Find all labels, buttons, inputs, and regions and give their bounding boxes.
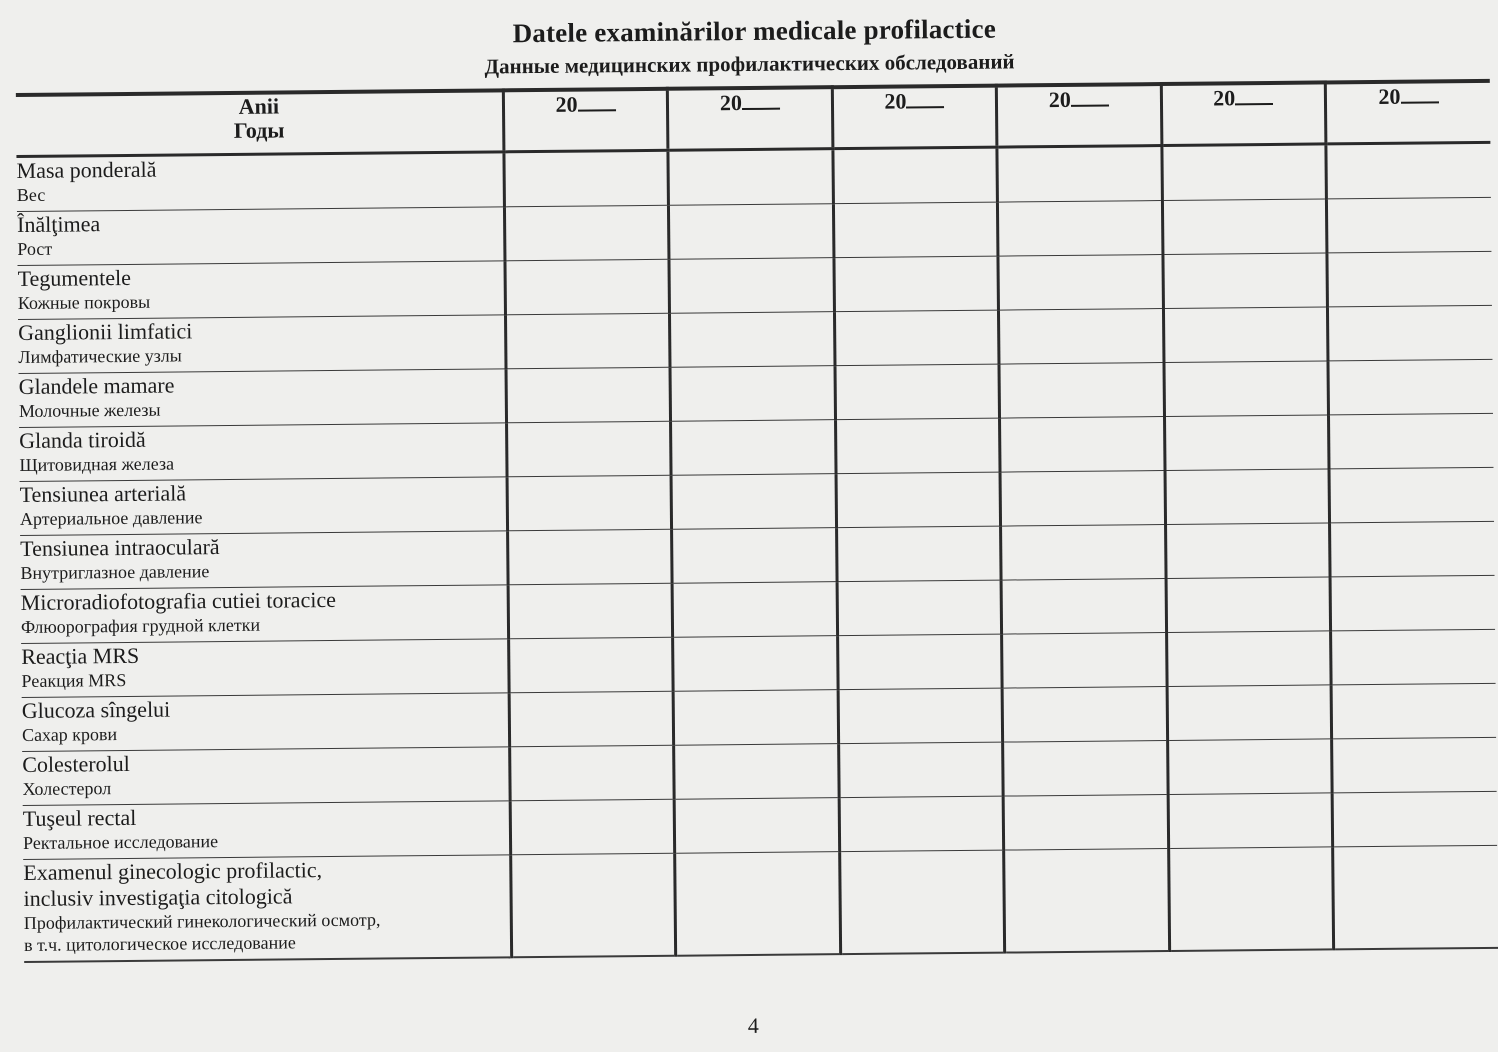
row-label: [21, 639, 509, 698]
row-label-ru: Реакция MRS: [21, 669, 127, 691]
row-label-ro: Masa ponderală: [16, 156, 157, 184]
entry-cell[interactable]: [1161, 144, 1326, 201]
row-label: [22, 747, 510, 806]
entry-cell[interactable]: [998, 201, 1163, 257]
years-label-ru: Годы: [233, 117, 285, 143]
entry-cell[interactable]: [1168, 793, 1333, 849]
row-label: [22, 693, 510, 752]
entry-cell[interactable]: [836, 472, 1001, 528]
entry-cell[interactable]: [835, 364, 1000, 420]
row-label-ru: Ректальное исследование: [22, 831, 219, 853]
entry-cell[interactable]: [510, 799, 675, 855]
entry-cell[interactable]: [506, 367, 671, 423]
entry-cell[interactable]: [509, 745, 674, 801]
year-blank[interactable]: [742, 90, 780, 110]
entry-cell[interactable]: [833, 202, 998, 258]
entry-cell[interactable]: [1002, 633, 1167, 689]
row-label-ru: Молочные железы: [18, 399, 161, 422]
row-label: [17, 207, 505, 266]
year-column-1: [503, 89, 668, 152]
row-label: [23, 855, 511, 962]
entry-cell[interactable]: [673, 636, 838, 692]
row-label-ru: Внутриглазное давление: [20, 561, 210, 583]
year-blank[interactable]: [1071, 87, 1109, 107]
year-label: 20: [1378, 83, 1401, 109]
entry-cell[interactable]: [1330, 521, 1495, 577]
entry-cell[interactable]: [670, 312, 835, 368]
table-row-gynecological-exam: [23, 845, 1498, 962]
row-label: [21, 585, 509, 644]
year-column-5: [1161, 82, 1326, 145]
entry-cell[interactable]: [839, 796, 1004, 852]
years-header-label: [16, 90, 504, 156]
exam-table: [16, 79, 1498, 963]
entry-cell[interactable]: [835, 418, 1000, 474]
year-label: 20: [1048, 86, 1071, 113]
row-label-ro: Colesterolul: [22, 750, 130, 777]
page-title-ru: Данные медицинских профилактических обследований: [484, 49, 1015, 79]
entry-cell[interactable]: [508, 583, 673, 639]
row-label: [16, 152, 504, 212]
year-blank[interactable]: [1400, 83, 1438, 103]
entry-cell[interactable]: [1332, 737, 1497, 793]
entry-cell[interactable]: [834, 310, 999, 366]
row-label-ro: Microradiofotografia cutiei toracice: [20, 586, 337, 615]
entry-cell[interactable]: [510, 853, 675, 957]
year-column-3: [832, 86, 997, 149]
entry-cell[interactable]: [1327, 305, 1492, 361]
entry-cell[interactable]: [669, 204, 834, 260]
entry-cell[interactable]: [672, 528, 837, 584]
row-label-ro: Glanda tiroidă: [19, 426, 146, 454]
entry-cell[interactable]: [506, 421, 671, 477]
entry-cell[interactable]: [671, 474, 836, 530]
row-label-ro: Examenul ginecologic profilactic,: [23, 857, 323, 885]
entry-cell[interactable]: [675, 852, 840, 956]
row-label-ro: Glandele mamare: [18, 372, 175, 400]
year-label: 20: [719, 90, 743, 116]
entry-cell[interactable]: [1326, 197, 1491, 253]
entry-cell[interactable]: [674, 798, 839, 854]
year-column-2: [668, 87, 833, 150]
entry-cell[interactable]: [1000, 471, 1165, 527]
row-label-ru: Рост: [17, 238, 53, 260]
row-label-ru: в т.ч. цитологическое исследование: [23, 932, 296, 955]
entry-cell[interactable]: [1168, 847, 1333, 951]
entry-cell[interactable]: [838, 742, 1003, 798]
row-label-ro: Ganglionii limfatici: [18, 318, 193, 346]
year-label: 20: [555, 91, 578, 117]
entry-cell[interactable]: [673, 690, 838, 746]
years-label-ro: Anii: [238, 93, 280, 119]
row-label: [18, 315, 506, 374]
entry-cell[interactable]: [1328, 413, 1493, 469]
row-label-ro: Tuşeul rectal: [22, 804, 137, 831]
entry-cell[interactable]: [1331, 683, 1496, 739]
row-label-ru: Артериальное давление: [19, 507, 203, 529]
entry-cell[interactable]: [837, 580, 1002, 636]
entry-cell[interactable]: [998, 255, 1163, 311]
entry-cell[interactable]: [1166, 631, 1331, 687]
entry-cell[interactable]: [1165, 523, 1330, 579]
row-label-ru: Холестерол: [22, 778, 112, 799]
entry-cell[interactable]: [838, 688, 1003, 744]
entry-cell[interactable]: [1165, 469, 1330, 525]
year-blank[interactable]: [1235, 85, 1273, 105]
row-label: [19, 423, 507, 482]
row-label-ro: Reacţia MRS: [21, 642, 140, 669]
row-label-ru: Кожные покровы: [17, 291, 151, 314]
entry-cell[interactable]: [1331, 629, 1496, 685]
row-label-ru: Вес: [16, 184, 46, 206]
entry-cell[interactable]: [1332, 791, 1497, 847]
entry-cell[interactable]: [1162, 199, 1327, 255]
row-label-ro: inclusiv investigaţia citologică: [23, 883, 293, 911]
row-label-ru: Лимфатические узлы: [18, 345, 182, 368]
entry-cell[interactable]: [999, 309, 1164, 365]
entry-cell[interactable]: [1164, 415, 1329, 471]
entry-cell[interactable]: [997, 146, 1162, 203]
entry-cell[interactable]: [1330, 575, 1495, 631]
year-label: 20: [884, 88, 907, 114]
row-label-ru: Профилактический гинекологический осмотр,: [23, 909, 381, 933]
entry-cell[interactable]: [1167, 685, 1332, 741]
row-label-ro: Tensiunea arterială: [19, 480, 187, 507]
row-label-ru: Флюорография грудной клетки: [20, 614, 261, 637]
entry-cell[interactable]: [1163, 307, 1328, 363]
entry-cell[interactable]: [508, 637, 673, 693]
entry-cell[interactable]: [1166, 577, 1331, 633]
entry-cell[interactable]: [1003, 794, 1168, 850]
entry-cell[interactable]: [1329, 467, 1494, 523]
entry-cell[interactable]: [1000, 417, 1165, 473]
row-label: [20, 477, 508, 536]
page-number: 4: [747, 1012, 759, 1039]
entry-cell[interactable]: [999, 363, 1164, 419]
entry-cell[interactable]: [674, 744, 839, 800]
entry-cell[interactable]: [505, 313, 670, 369]
entry-cell[interactable]: [1003, 740, 1168, 796]
row-label-ro: Tensiunea intraoculară: [20, 534, 220, 561]
entry-cell[interactable]: [507, 475, 672, 531]
row-label-ru: Щитовидная железа: [19, 453, 175, 476]
row-label: [23, 801, 511, 860]
row-label: [20, 531, 508, 590]
entry-cell[interactable]: [670, 366, 835, 422]
year-column-4: [996, 84, 1161, 147]
row-label-ro: Tegumentele: [17, 264, 132, 292]
entry-cell[interactable]: [1333, 845, 1498, 949]
row-label-ru: Сахар крови: [21, 724, 118, 745]
entry-cell[interactable]: [839, 850, 1004, 954]
entry-cell[interactable]: [509, 691, 674, 747]
row-label-ro: Glucoza sîngelui: [21, 696, 171, 723]
entry-cell[interactable]: [671, 420, 836, 476]
entry-cell[interactable]: [668, 149, 833, 206]
entry-cell[interactable]: [1004, 848, 1169, 952]
row-label-ro: Înălţimea: [16, 211, 101, 238]
entry-cell[interactable]: [834, 256, 999, 312]
entry-cell[interactable]: [505, 259, 670, 315]
entry-cell[interactable]: [1001, 579, 1166, 635]
row-label: [17, 261, 505, 320]
entry-cell[interactable]: [1164, 361, 1329, 417]
entry-cell[interactable]: [504, 150, 669, 207]
year-label: 20: [1213, 85, 1236, 111]
entry-cell[interactable]: [504, 205, 669, 261]
entry-cell[interactable]: [507, 529, 672, 585]
year-blank[interactable]: [906, 88, 944, 108]
entry-cell[interactable]: [669, 258, 834, 314]
row-label: [19, 369, 507, 428]
entry-cell[interactable]: [1328, 359, 1493, 415]
entry-cell[interactable]: [672, 582, 837, 638]
entry-cell[interactable]: [1163, 253, 1328, 309]
entry-cell[interactable]: [1167, 739, 1332, 795]
entry-cell[interactable]: [833, 147, 998, 204]
entry-cell[interactable]: [836, 526, 1001, 582]
entry-cell[interactable]: [1326, 142, 1491, 199]
entry-cell[interactable]: [1001, 525, 1166, 581]
year-blank[interactable]: [577, 91, 615, 111]
year-column-6: [1325, 81, 1490, 144]
page-title-ro: Datele examinărilor medicale profilactice: [512, 13, 997, 49]
entry-cell[interactable]: [1327, 251, 1492, 307]
entry-cell[interactable]: [837, 634, 1002, 690]
entry-cell[interactable]: [1002, 686, 1167, 742]
